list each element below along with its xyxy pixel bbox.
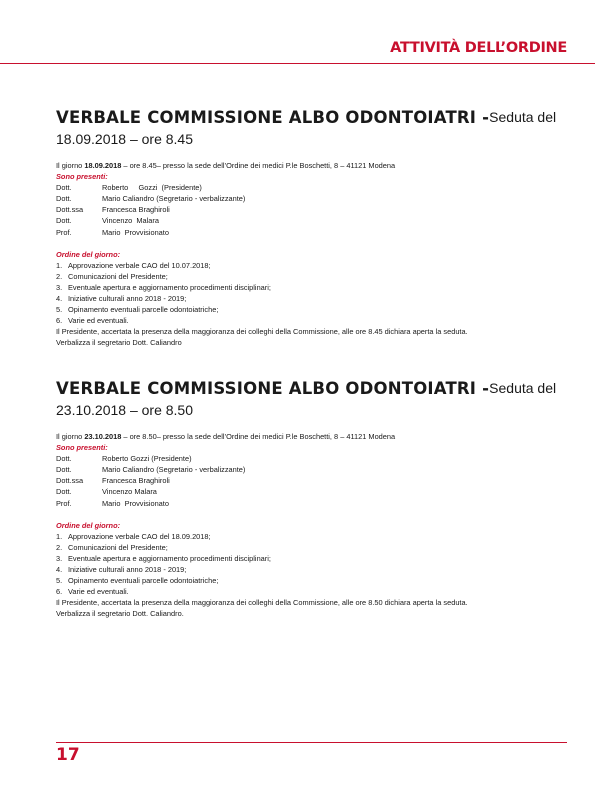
- agenda-item: [56, 293, 512, 304]
- attendee-title: Dott.: [56, 465, 72, 475]
- minutes-heading-session: Seduta del: [489, 109, 557, 125]
- attendee-name: Mario Provvisionato: [102, 227, 169, 237]
- agenda-item: [56, 575, 512, 586]
- present-label: Sono presenti:: [56, 443, 108, 453]
- agenda-number: 4.: [56, 294, 63, 304]
- attendee-title: Prof.: [56, 498, 72, 508]
- agenda-number: 6.: [56, 587, 63, 597]
- attendee-title: Dott.: [56, 194, 72, 204]
- minutes-heading-title: VERBALE COMMISSIONE ALBO ODONTOIATRI -: [56, 108, 490, 127]
- intro-date: 18.09.2018: [84, 161, 122, 170]
- agenda-text: Varie ed eventuali.: [68, 316, 129, 326]
- agenda-text: Approvazione verbale CAO del 18.09.2018;: [68, 531, 211, 541]
- minutes-heading-date: 23.10.2018 – ore 8.50: [56, 402, 194, 418]
- attendee-row: [56, 464, 512, 475]
- secretary-note: Verbalizza il segretario Dott. Caliandro.: [56, 609, 184, 619]
- attendee-row: [56, 498, 512, 509]
- attendee-row: [56, 182, 512, 193]
- attendee-row: [56, 475, 512, 486]
- agenda-item: [56, 553, 512, 564]
- agenda-item: [56, 542, 512, 553]
- attendee-title: Prof.: [56, 227, 72, 237]
- meeting-minutes-1: [56, 107, 557, 349]
- agenda-number: 2.: [56, 542, 63, 552]
- minutes-heading-title: VERBALE COMMISSIONE ALBO ODONTOIATRI -: [56, 379, 490, 398]
- minutes-heading-session: Seduta del: [489, 380, 557, 396]
- intro-date: 23.10.2018: [84, 432, 122, 441]
- agenda-item: [56, 304, 512, 315]
- agenda-label: Ordine del giorno:: [56, 249, 121, 259]
- intro-prefix: Il giorno: [56, 161, 85, 170]
- attendee-name: Vincenzo Malara: [102, 216, 159, 226]
- agenda-number: 1.: [56, 260, 63, 270]
- agenda-item: [56, 260, 512, 271]
- attendee-row: [56, 227, 512, 238]
- agenda-item: [56, 282, 512, 293]
- minutes-body: [56, 160, 512, 349]
- secretary-note: Verbalizza il segretario Dott. Caliandro: [56, 338, 182, 348]
- agenda-number: 3.: [56, 282, 63, 292]
- attendee-row: [56, 453, 512, 464]
- attendee-name: Mario Caliandro (Segretario - verbalizzante): [102, 465, 246, 475]
- closing-statement: Il Presidente, accertata la presenza della maggioranza dei colleghi della Commissione, alle ore 8.45 dichiara aperta la seduta.: [56, 327, 468, 337]
- agenda-number: 3.: [56, 553, 63, 563]
- minutes-heading: [56, 107, 557, 150]
- agenda-item: [56, 271, 512, 282]
- attendee-title: Dott.ssa: [56, 476, 84, 486]
- attendee-title: Dott.: [56, 487, 72, 497]
- attendee-row: [56, 486, 512, 497]
- agenda-item: [56, 315, 512, 326]
- attendee-title: Dott.: [56, 183, 72, 193]
- agenda-number: 5.: [56, 305, 63, 315]
- agenda-number: 2.: [56, 271, 63, 281]
- intro-prefix: Il giorno: [56, 432, 85, 441]
- agenda-text: Eventuale apertura e aggiornamento procedimenti disciplinari;: [68, 553, 271, 563]
- footer-divider: [56, 742, 567, 743]
- minutes-body: [56, 431, 512, 620]
- attendee-row: [56, 215, 512, 226]
- section-header-title: ATTIVITÀ DELL’ORDINE: [390, 40, 567, 56]
- attendee-row: [56, 204, 512, 215]
- agenda-number: 4.: [56, 565, 63, 575]
- agenda-text: Opinamento eventuali parcelle odontoiatriche;: [68, 305, 219, 315]
- minutes-heading: [56, 378, 557, 421]
- attendee-name: Roberto Gozzi (Presidente): [102, 454, 192, 464]
- intro-location: – ore 8.50– presso la sede dell’Ordine dei medici P.le Boschetti, 8 – 41121 Modena: [121, 432, 396, 441]
- page-number: 17: [56, 745, 80, 765]
- agenda-number: 5.: [56, 576, 63, 586]
- agenda-text: Eventuale apertura e aggiornamento procedimenti disciplinari;: [68, 282, 271, 292]
- agenda-text: Opinamento eventuali parcelle odontoiatriche;: [68, 576, 219, 586]
- agenda-number: 6.: [56, 316, 63, 326]
- intro-line: [56, 431, 512, 442]
- attendee-row: [56, 193, 512, 204]
- attendee-title: Dott.: [56, 216, 72, 226]
- attendee-name: Francesca Braghiroli: [102, 205, 170, 215]
- intro-line: [56, 160, 512, 171]
- agenda-text: Varie ed eventuali.: [68, 587, 129, 597]
- agenda-text: Approvazione verbale CAO del 10.07.2018;: [68, 260, 211, 270]
- agenda-text: Comunicazioni del Presidente;: [68, 542, 168, 552]
- agenda-item: [56, 586, 512, 597]
- header-divider: [0, 63, 595, 64]
- attendee-name: Roberto Gozzi (Presidente): [102, 183, 202, 193]
- attendee-title: Dott.ssa: [56, 205, 84, 215]
- minutes-heading-date: 18.09.2018 – ore 8.45: [56, 131, 194, 147]
- intro-location: – ore 8.45– presso la sede dell’Ordine dei medici P.le Boschetti, 8 – 41121 Modena: [121, 161, 396, 170]
- agenda-text: Comunicazioni del Presidente;: [68, 271, 168, 281]
- attendee-name: Francesca Braghiroli: [102, 476, 170, 486]
- agenda-label: Ordine del giorno:: [56, 520, 121, 530]
- attendee-name: Mario Caliandro (Segretario - verbalizzante): [102, 194, 246, 204]
- attendee-title: Dott.: [56, 454, 72, 464]
- present-label: Sono presenti:: [56, 172, 108, 182]
- agenda-item: [56, 564, 512, 575]
- closing-statement: Il Presidente, accertata la presenza della maggioranza dei colleghi della Commissione, alle ore 8.50 dichiara aperta la seduta.: [56, 598, 468, 608]
- agenda-number: 1.: [56, 531, 63, 541]
- agenda-text: Iniziative culturali anno 2018 - 2019;: [68, 565, 187, 575]
- attendee-name: Mario Provvisionato: [102, 498, 169, 508]
- agenda-text: Iniziative culturali anno 2018 - 2019;: [68, 294, 187, 304]
- attendee-name: Vincenzo Malara: [102, 487, 157, 497]
- agenda-item: [56, 531, 512, 542]
- meeting-minutes-2: [56, 378, 557, 620]
